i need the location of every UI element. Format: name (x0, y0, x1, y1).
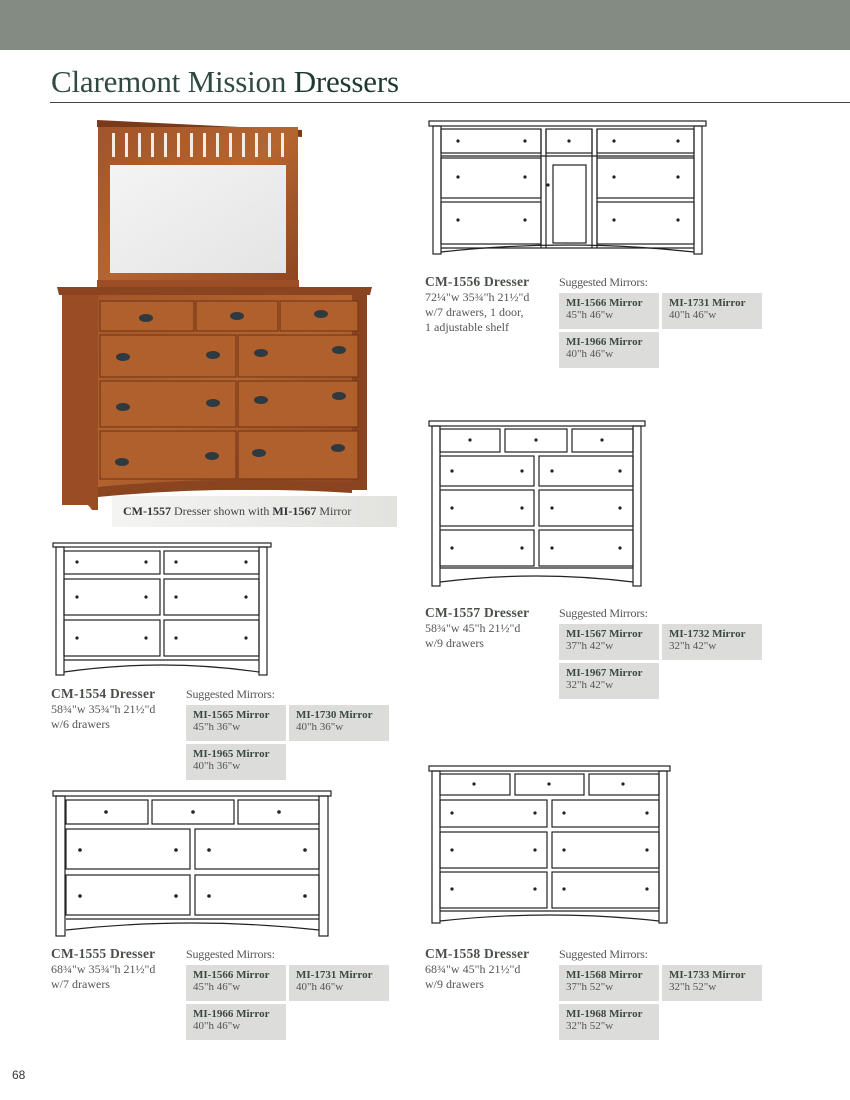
suggested-mirrors-label: Suggested Mirrors: (186, 687, 275, 701)
cm1557-info (425, 605, 529, 651)
product-spec: w/7 drawers (51, 977, 110, 991)
cm1556-line-drawing (428, 120, 708, 255)
dresser-photo (52, 115, 377, 515)
product-spec: 58¾"w 35¾"h 21½"d (51, 702, 156, 716)
cm1557-suggested-mirrors (559, 606, 762, 699)
cm1554-suggested-mirrors (186, 687, 389, 780)
product-spec: 68¾"w 45"h 21½"d (425, 962, 521, 976)
mirror-option: MI-1566 Mirror 45"h 46"w (186, 965, 286, 1001)
cm1555-line-drawing (52, 790, 334, 938)
product-name: CM-1555 Dresser (51, 946, 156, 961)
mirror-option: MI-1732 Mirror 32"h 42"w (662, 624, 762, 660)
photo-caption (112, 496, 397, 527)
cm1556-info (425, 274, 529, 335)
page-number: 68 (12, 1068, 26, 1082)
page-title-light: Claremont Mission (51, 64, 294, 99)
caption-model: CM-1557 (123, 504, 171, 518)
caption-mirror: MI-1567 (272, 504, 317, 518)
page-title-bold: Dressers (293, 64, 399, 99)
cm1558-info (425, 946, 529, 992)
mirror-option: MI-1566 Mirror 45"h 46"w (559, 293, 659, 329)
mirror-option: MI-1568 Mirror 37"h 52"w (559, 965, 659, 1001)
suggested-mirrors-label: Suggested Mirrors: (559, 275, 648, 289)
product-name: CM-1556 Dresser (425, 274, 530, 289)
cm1556-suggested-mirrors (559, 275, 762, 368)
title-divider (50, 102, 850, 103)
mirror-option: MI-1565 Mirror 45"h 36"w (186, 705, 286, 741)
cm1558-suggested-mirrors (559, 947, 762, 1040)
cm1554-info (51, 686, 155, 732)
cm1557-line-drawing (428, 420, 648, 588)
product-spec: w/9 drawers (425, 977, 484, 991)
product-name: CM-1557 Dresser (425, 605, 530, 620)
mirror-option: MI-1967 Mirror 32"h 42"w (559, 663, 659, 699)
cm1554-line-drawing (52, 542, 274, 677)
caption-text: Dresser shown with (171, 504, 273, 518)
product-spec: 72¼"w 35¾"h 21½"d (425, 290, 530, 304)
mirror-option: MI-1966 Mirror 40"h 46"w (186, 1004, 286, 1040)
product-spec: 58¾"w 45"h 21½"d (425, 621, 521, 635)
caption-end: Mirror (316, 504, 352, 518)
product-name: CM-1558 Dresser (425, 946, 530, 961)
cm1555-suggested-mirrors (186, 947, 389, 1040)
mirror-option: MI-1731 Mirror 40"h 46"w (289, 965, 389, 1001)
mirror-option: MI-1731 Mirror 40"h 46"w (662, 293, 762, 329)
suggested-mirrors-label: Suggested Mirrors: (186, 947, 275, 961)
mirror-option: MI-1965 Mirror 40"h 36"w (186, 744, 286, 780)
mirror-option: MI-1968 Mirror 32"h 52"w (559, 1004, 659, 1040)
header-band (0, 0, 850, 50)
suggested-mirrors-label: Suggested Mirrors: (559, 947, 648, 961)
product-spec: w/7 drawers, 1 door, (425, 305, 524, 319)
product-spec: w/9 drawers (425, 636, 484, 650)
mirror-option: MI-1567 Mirror 37"h 42"w (559, 624, 659, 660)
mirror-option: MI-1966 Mirror 40"h 46"w (559, 332, 659, 368)
cm1558-line-drawing (428, 765, 673, 925)
product-spec: 68¾"w 35¾"h 21½"d (51, 962, 156, 976)
product-name: CM-1554 Dresser (51, 686, 156, 701)
product-spec: 1 adjustable shelf (425, 320, 509, 334)
page-title (51, 64, 399, 100)
suggested-mirrors-label: Suggested Mirrors: (559, 606, 648, 620)
mirror-option: MI-1730 Mirror 40"h 36"w (289, 705, 389, 741)
cm1555-info (51, 946, 155, 992)
mirror-option: MI-1733 Mirror 32"h 52"w (662, 965, 762, 1001)
product-spec: w/6 drawers (51, 717, 110, 731)
